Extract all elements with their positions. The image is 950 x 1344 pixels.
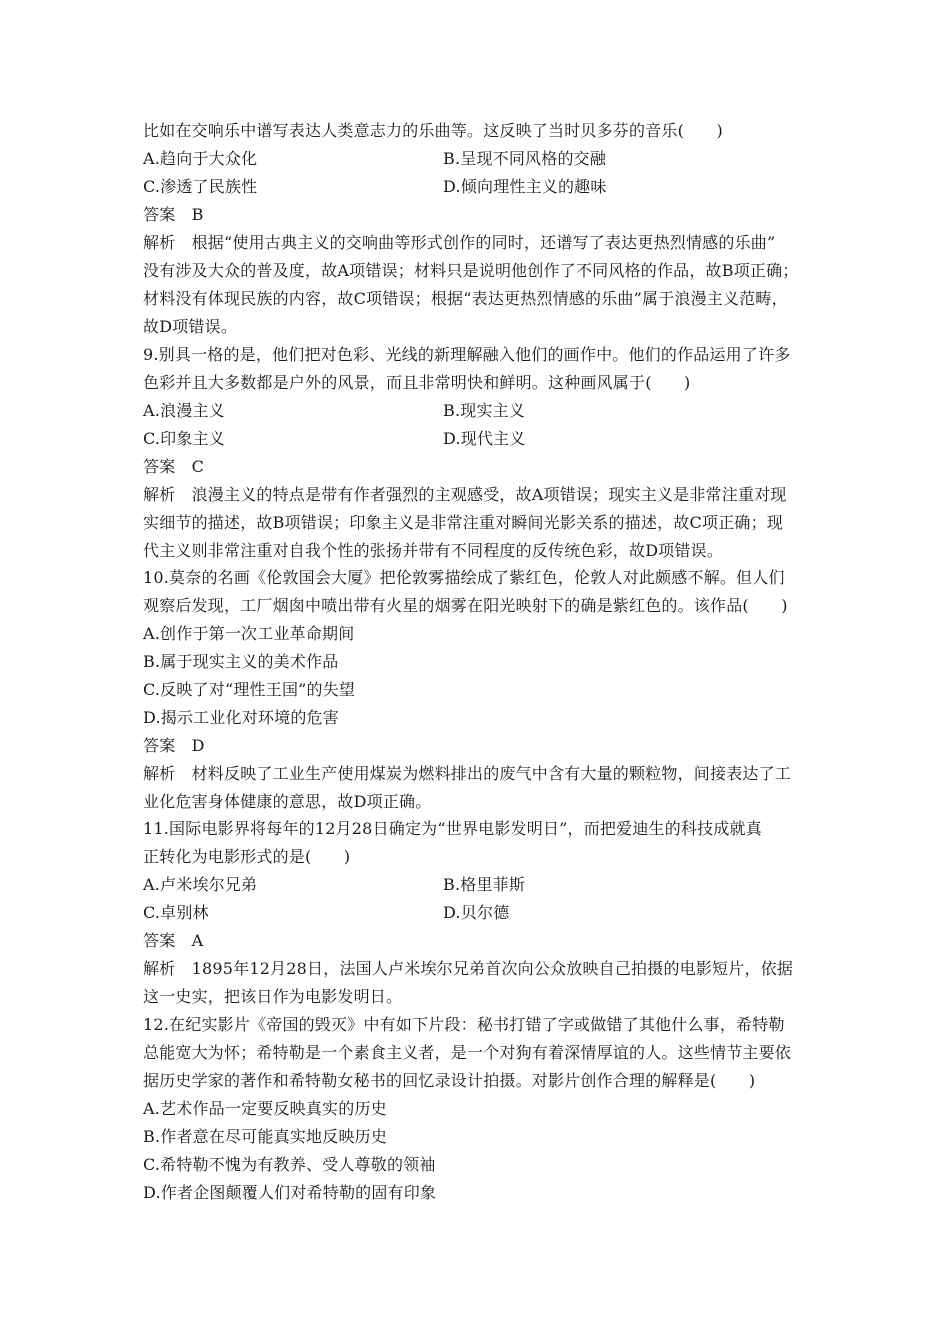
- q8-option-b: B.呈现不同风格的交融: [443, 149, 607, 168]
- q8-analysis-line: 材料没有体现民族的内容，故C项错误；根据“表达更热烈情感的乐曲”属于浪漫主义范畴，: [143, 289, 788, 308]
- q12-option-b: B.作者意在尽可能真实地反映历史: [143, 1127, 388, 1146]
- q8-option-c: C.渗透了民族性: [143, 177, 258, 196]
- q11-option-d: D.贝尔德: [443, 903, 510, 922]
- q10-analysis-line: 业化危害身体健康的意思，故D项正确。: [143, 792, 432, 811]
- q10-stem-line: 10.莫奈的名画《伦敦国会大厦》把伦敦雾描绘成了紫红色，伦敦人对此颇感不解。但人们: [143, 568, 785, 587]
- q12-stem-line: 据历史学家的著作和希特勒女秘书的回忆录设计拍摄。对影片创作合理的解释是( ): [143, 1071, 756, 1090]
- q10-option-c: C.反映了对“理性王国”的失望: [143, 680, 356, 699]
- q12-option-d: D.作者企图颠覆人们对希特勒的固有印象: [143, 1183, 437, 1202]
- q11-option-b: B.格里菲斯: [443, 875, 526, 894]
- q10-option-d: D.揭示工业化对环境的危害: [143, 708, 339, 727]
- q9-option-a: A.浪漫主义: [143, 401, 225, 420]
- q11-analysis-line: 这一史实，把该日作为电影发明日。: [143, 987, 403, 1006]
- q12-option-c: C.希特勒不愧为有教养、受人尊敬的领袖: [143, 1155, 436, 1174]
- q11-answer: 答案 A: [143, 931, 204, 950]
- q9-analysis-line: 解析 浪漫主义的特点是带有作者强烈的主观感受，故A项错误；现实主义是非常注重对现: [143, 485, 787, 504]
- q12-stem-line: 12.在纪实影片《帝国的毁灭》中有如下片段：秘书打错了字或做错了其他什么事，希特勒: [143, 1015, 785, 1034]
- q10-answer: 答案 D: [143, 736, 205, 755]
- q9-stem-line: 色彩并且大多数都是户外的风景，而且非常明快和鲜明。这种画风属于( ): [143, 373, 691, 392]
- q8-analysis-line: 没有涉及大众的普及度，故A项错误；材料只是说明他创作了不同风格的作品，故B项正确；: [143, 261, 799, 280]
- q8-analysis-line: 故D项错误。: [143, 317, 238, 336]
- q10-option-b: B.属于现实主义的美术作品: [143, 652, 339, 671]
- q9-option-c: C.印象主义: [143, 429, 225, 448]
- q11-analysis-line: 解析 1895年12月28日，法国人卢米埃尔兄弟首次向公众放映自己拍摄的电影短片，依据: [143, 959, 794, 978]
- q9-answer: 答案 C: [143, 457, 205, 476]
- q8-option-d: D.倾向理性主义的趣味: [443, 177, 607, 196]
- q9-analysis-line: 代主义则非常注重对自我个性的张扬并带有不同程度的反传统色彩，故D项错误。: [143, 541, 724, 560]
- q11-stem-line: 正转化为电影形式的是( ): [143, 847, 351, 866]
- q9-option-b: B.现实主义: [443, 401, 526, 420]
- q9-option-d: D.现代主义: [443, 429, 526, 448]
- q8-stem-end: 比如在交响乐中谱写表达人类意志力的乐曲等。这反映了当时贝多芬的音乐( ): [143, 121, 723, 140]
- q10-analysis-line: 解析 材料反映了工业生产使用煤炭为燃料排出的废气中含有大量的颗粒物，间接表达了工: [143, 764, 792, 783]
- q10-option-a: A.创作于第一次工业革命期间: [143, 624, 355, 643]
- q8-option-a: A.趋向于大众化: [143, 149, 258, 168]
- q8-analysis-line: 解析 根据“使用古典主义的交响曲等形式创作的同时，还谱写了表达更热烈情感的乐曲”: [143, 233, 776, 252]
- q11-option-c: C.卓别林: [143, 903, 209, 922]
- q12-option-a: A.艺术作品一定要反映真实的历史: [143, 1099, 387, 1118]
- q11-stem-line: 11.国际电影界将每年的12月28日确定为“世界电影发明日”，而把爱迪生的科技成就真: [143, 819, 762, 838]
- q11-option-a: A.卢米埃尔兄弟: [143, 875, 258, 894]
- q10-stem-line: 观察后发现，工厂烟囱中喷出带有火星的烟雾在阳光映射下的确是紫红色的。该作品( ): [143, 596, 788, 615]
- q12-stem-line: 总能宽大为怀；希特勒是一个素食主义者，是一个对狗有着深情厚谊的人。这些情节主要依: [143, 1043, 792, 1062]
- q9-stem-line: 9.别具一格的是，他们把对色彩、光线的新理解融入他们的画作中。他们的作品运用了许多: [143, 345, 791, 364]
- q9-analysis-line: 实细节的描述，故B项错误；印象主义是非常注重对瞬间光影关系的描述，故C项正确；现: [143, 513, 784, 532]
- q8-answer: 答案 B: [143, 205, 204, 224]
